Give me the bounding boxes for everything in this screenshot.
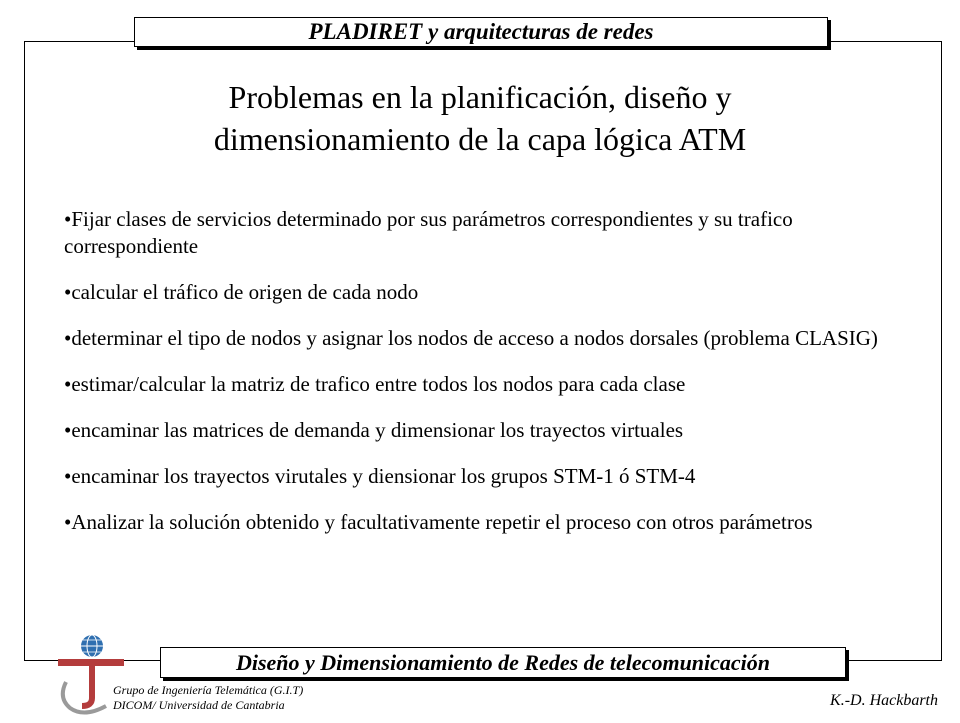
footer-title: Diseño y Dimensionamiento de Redes de telecomunicación xyxy=(160,647,846,678)
group-line-1: Grupo de Ingeniería Telemática (G.I.T) xyxy=(113,683,304,697)
bullet-item: • encaminar los trayectos virutales y diensionar los grupos STM-1 ó STM-4 xyxy=(64,463,902,490)
slide-title xyxy=(40,76,920,160)
group-affiliation xyxy=(113,683,303,713)
group-line-2: DICOM/ Universidad de Cantabria xyxy=(113,698,285,712)
bullet-item: • estimar/calcular la matriz de trafico entre todos los nodos para cada clase xyxy=(64,371,902,398)
bullet-item: • encaminar las matrices de demanda y dimensionar los trayectos virtuales xyxy=(64,417,902,444)
author-name: K.-D. Hackbarth xyxy=(830,692,938,709)
bullet-list xyxy=(64,206,902,555)
header-title: PLADIRET y arquitecturas de redes xyxy=(134,17,828,47)
bullet-item: • Analizar la solución obtenido y facultativamente repetir el proceso con otros parámetros xyxy=(64,509,902,536)
slide-title-line-1: Problemas en la planificación, diseño y xyxy=(228,79,732,115)
bullet-item: • determinar el tipo de nodos y asignar los nodos de acceso a nodos dorsales (problema CLASIG) xyxy=(64,325,902,352)
bullet-item: • Fijar clases de servicios determinado por sus parámetros correspondientes y su trafico correspondiente xyxy=(64,206,902,260)
slide-title-line-2: dimensionamiento de la capa lógica ATM xyxy=(213,121,747,157)
bullet-item: • calcular el tráfico de origen de cada nodo xyxy=(64,279,902,306)
